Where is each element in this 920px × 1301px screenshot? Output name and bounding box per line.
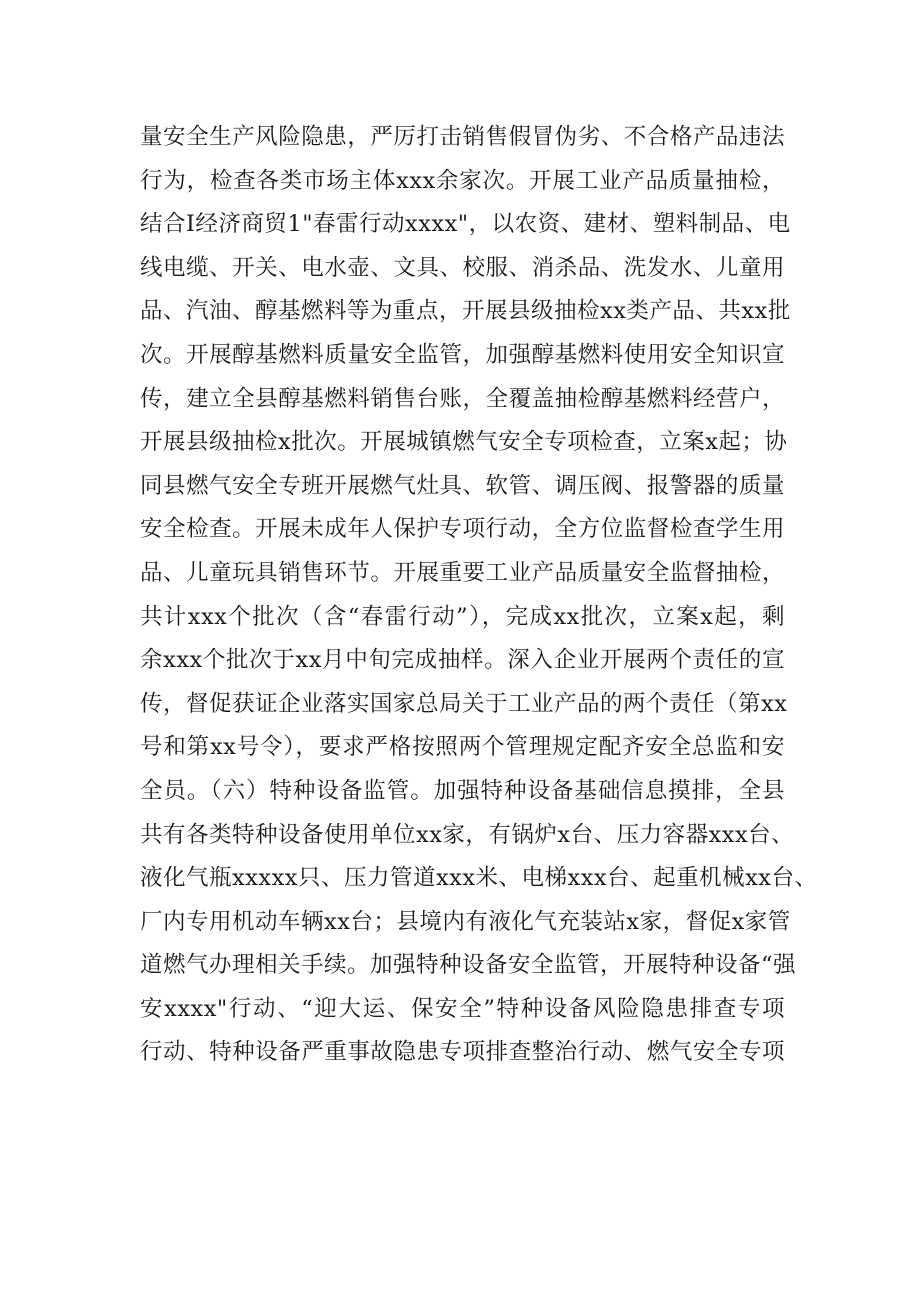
text-line: 次。开展醇基燃料质量安全监管，加强醇基燃料使用安全知识宣 [140, 341, 785, 368]
text-line: 线电缆、开关、电水壶、文具、校服、消杀品、洗发水、儿童用 [140, 254, 785, 281]
body-text [140, 116, 818, 1075]
text-line: 传，建立全县醇基燃料销售台账，全覆盖抽检醇基燃料经营户， [140, 385, 785, 412]
text-line: 全员。（六）特种设备监管。加强特种设备基础信息摸排，全县 [140, 777, 785, 804]
text-line: 厂内专用机动车辆xx台；县境内有液化气充装站x家，督促x家管 [140, 908, 791, 935]
text-line: 开展县级抽检x批次。开展城镇燃气安全专项检查，立案x起；协 [140, 429, 788, 456]
text-line: 量安全生产风险隐患，严厉打击销售假冒伪劣、不合格产品违法 [140, 124, 785, 150]
text-line: 行为，检查各类市场主体xxx余家次。开展工业产品质量抽检， [140, 167, 785, 194]
text-line: 余xxx个批次于xx月中旬完成抽样。深入企业开展两个责任的宣 [140, 647, 785, 674]
text-line: 品、汽油、醇基燃料等为重点，开展县级抽检xx类产品、共xx批 [140, 298, 791, 325]
text-line: 品、儿童玩具销售环节。开展重要工业产品质量安全监督抽检， [140, 559, 785, 586]
text-line: 结合I经济商贸1"春雷行动xxxx"，以农资、建材、塑料制品、电 [140, 211, 791, 238]
text-line: 安xxxx"行动、“迎大运、保安全”特种设备风险隐患排查专项 [140, 995, 785, 1022]
text-line: 号和第xx号令），要求严格按照两个管理规定配齐安全总监和安 [140, 734, 785, 761]
text-line: 同县燃气安全专班开展燃气灶具、软管、调压阀、报警器的质量 [140, 472, 785, 499]
text-line: 共有各类特种设备使用单位xx家，有锅炉x台、压力容器xxx台、 [140, 821, 795, 848]
text-line: 行动、特种设备严重事故隐患专项排查整治行动、燃气安全专项 [140, 1039, 785, 1066]
text-line: 传，督促获证企业落实国家总局关于工业产品的两个责任（第xx [140, 690, 788, 717]
text-line: 安全检查。开展未成年人保护专项行动，全方位监督检查学生用 [140, 516, 785, 543]
text-line: 道燃气办理相关手续。加强特种设备安全监管，开展特种设备“强 [140, 952, 797, 979]
text-line: 液化气瓶xxxxx只、压力管道xxx米、电梯xxx台、起重机械xx台、 [140, 865, 818, 892]
text-line: 共计xxx个批次（含“春雷行动”），完成xx批次，立案x起，剩 [140, 603, 785, 630]
